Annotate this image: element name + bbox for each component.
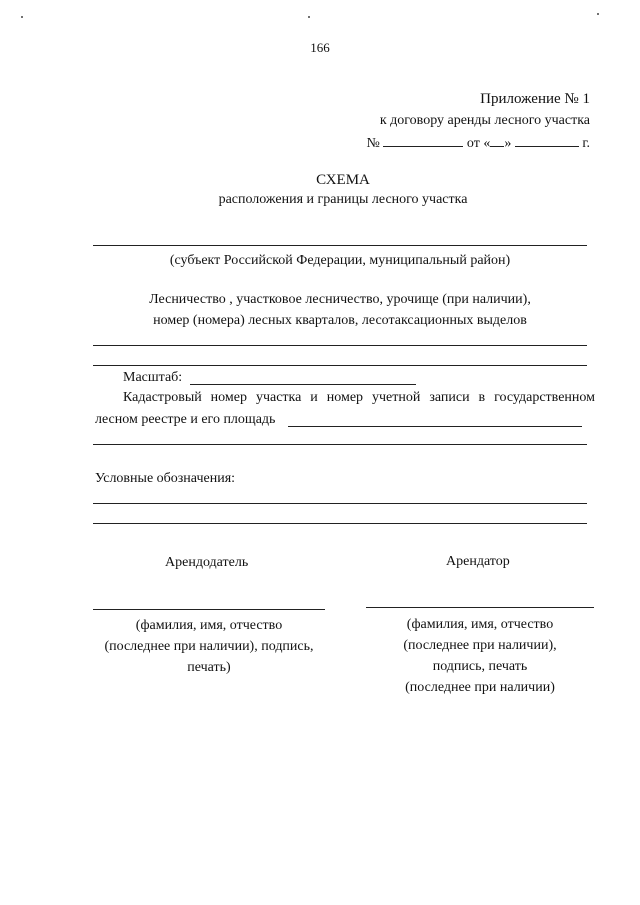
document-subtitle: расположения и границы лесного участка bbox=[218, 192, 468, 207]
lessee-signature-caption-2: (последнее при наличии), bbox=[403, 638, 557, 653]
legend-label: Условные обозначения: bbox=[95, 471, 236, 486]
number-prefix: № bbox=[366, 136, 380, 151]
date-day-field[interactable] bbox=[490, 134, 504, 147]
lessee-signature-caption-4: (последнее при наличии) bbox=[405, 680, 555, 695]
date-mid: » bbox=[504, 136, 512, 151]
forestry-caption-line-1: Лесничество , участковое лесничество, урочище (при наличии), bbox=[149, 292, 531, 307]
lessor-signature-line[interactable] bbox=[93, 609, 325, 610]
lessee-signature-line[interactable] bbox=[366, 607, 594, 608]
scan-speck bbox=[597, 13, 599, 15]
document-title: СХЕМА bbox=[316, 172, 370, 188]
scan-speck bbox=[21, 16, 23, 18]
legend-field-line-2[interactable] bbox=[93, 523, 587, 524]
scale-label: Масштаб: bbox=[123, 370, 183, 385]
cadastral-field-line-1[interactable] bbox=[288, 426, 582, 427]
cadastral-field-line-2[interactable] bbox=[93, 444, 587, 445]
cadastral-text-line-2: лесном реестре и его площадь bbox=[95, 412, 276, 427]
date-month-field[interactable] bbox=[515, 134, 579, 147]
forestry-field-line-1[interactable] bbox=[93, 345, 587, 346]
forestry-caption-line-2: номер (номера) лесных кварталов, лесотаксационных выделов bbox=[153, 313, 527, 328]
page-number: 166 bbox=[310, 40, 330, 55]
lessor-signature-caption-2: (последнее при наличии), подпись, bbox=[104, 639, 314, 654]
subject-caption: (субъект Российской Федерации, муниципальный район) bbox=[169, 253, 511, 268]
subject-field-line[interactable] bbox=[93, 245, 587, 246]
contract-number-field[interactable] bbox=[383, 134, 463, 147]
date-prefix: от « bbox=[466, 136, 491, 151]
cadastral-text-line-1: Кадастровый номер участка и номер учетной записи в государственном bbox=[123, 390, 595, 405]
appendix-number-row bbox=[367, 134, 590, 152]
legend-field-line-1[interactable] bbox=[93, 503, 587, 504]
forestry-field-line-2[interactable] bbox=[93, 365, 587, 366]
appendix-title: Приложение № 1 bbox=[480, 91, 590, 107]
lessor-label: Арендодатель bbox=[165, 555, 249, 570]
lessor-signature-caption-1: (фамилия, имя, отчество bbox=[135, 618, 283, 633]
year-suffix: г. bbox=[582, 136, 590, 151]
lessee-signature-caption-3: подпись, печать bbox=[432, 659, 528, 674]
lessor-signature-caption-3: печать) bbox=[187, 660, 231, 675]
lessee-signature-caption-1: (фамилия, имя, отчество bbox=[406, 617, 554, 632]
scan-speck bbox=[308, 16, 310, 18]
lessee-label: Арендатор bbox=[446, 554, 510, 569]
scale-field-line[interactable] bbox=[190, 384, 416, 385]
appendix-contract: к договору аренды лесного участка bbox=[379, 113, 590, 128]
